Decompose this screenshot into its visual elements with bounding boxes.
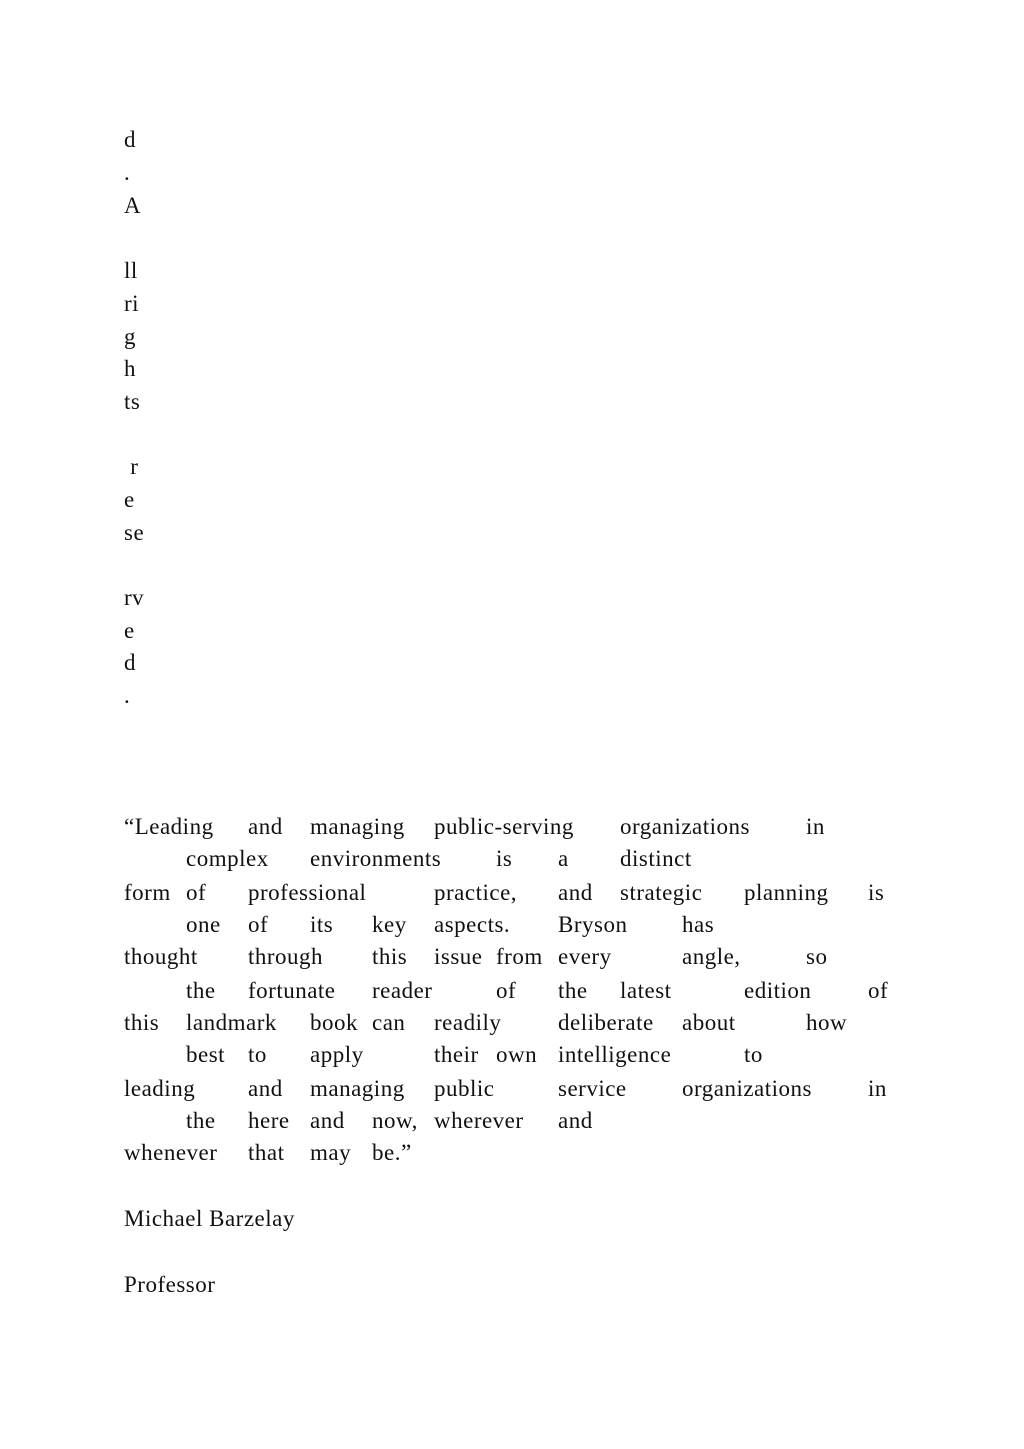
quote-word: organizations <box>620 814 750 839</box>
quote-word: and <box>310 1108 345 1133</box>
quote-row <box>124 1108 593 1135</box>
quote-word: a <box>558 846 569 871</box>
quote-word: thought <box>124 944 198 969</box>
quote-word: managing <box>310 1076 405 1101</box>
fragment-line: r <box>124 454 139 479</box>
quote-word: public-serving <box>434 814 574 839</box>
quote-word: latest <box>620 978 672 1003</box>
fragment-line: h <box>124 356 136 381</box>
quote-row <box>124 912 715 939</box>
quote-word: wherever <box>434 1108 524 1133</box>
quote-word: their <box>434 1042 479 1067</box>
quote-row <box>124 978 889 1005</box>
quote-row <box>124 880 885 907</box>
quote-word: in <box>806 814 825 839</box>
quote-word: key <box>372 912 407 937</box>
quote-word: issue <box>434 944 483 969</box>
fragment-line: d <box>124 650 136 675</box>
quote-row <box>124 944 828 971</box>
fragment-line: rv <box>124 585 145 610</box>
quote-word: public <box>434 1076 495 1101</box>
quote-word: here <box>248 1108 290 1133</box>
quote-word: reader <box>372 978 433 1003</box>
quote-word: of <box>248 912 269 937</box>
quote-word: the <box>186 978 216 1003</box>
quote-word: fortunate <box>248 978 336 1003</box>
quote-word: professional <box>248 880 367 905</box>
endorser-title: Professor <box>124 1272 216 1297</box>
fragment-line: ts <box>124 389 141 414</box>
quote-word: so <box>806 944 828 969</box>
quote-word: own <box>496 1042 538 1067</box>
quote-word: form <box>124 880 171 905</box>
quote-row <box>124 846 692 873</box>
fragment-line: ri <box>124 291 140 316</box>
quote-word: and <box>558 880 593 905</box>
fragment-line: e <box>124 487 135 512</box>
fragment-line: d <box>124 127 136 152</box>
quote-word: may <box>310 1140 352 1165</box>
quote-word: service <box>558 1076 627 1101</box>
quote-row <box>124 1010 848 1037</box>
quote-word: be.” <box>372 1140 412 1165</box>
quote-word: this <box>124 1010 160 1035</box>
quote-word: this <box>372 944 408 969</box>
fragment-line: ll <box>124 258 138 283</box>
endorser-name: Michael Barzelay <box>124 1206 295 1231</box>
quote-word: how <box>806 1010 848 1035</box>
quote-word: Bryson <box>558 912 628 937</box>
quote-word: edition <box>744 978 812 1003</box>
quote-word: now, <box>372 1108 418 1133</box>
quote-word: and <box>558 1108 593 1133</box>
fragment-line: . <box>124 160 131 185</box>
quote-word: has <box>682 912 715 937</box>
quote-word: from <box>496 944 543 969</box>
quote-word: and <box>248 814 283 839</box>
quote-row <box>124 1042 763 1069</box>
quote-word: organizations <box>682 1076 812 1101</box>
quote-word: intelligence <box>558 1042 672 1067</box>
fragment-line: e <box>124 618 135 643</box>
quote-word: whenever <box>124 1140 218 1165</box>
quote-word: planning <box>744 880 829 905</box>
quote-word: angle, <box>682 944 741 969</box>
quote-word: the <box>558 978 588 1003</box>
fragment-line: A <box>124 193 142 218</box>
quote-word: apply <box>310 1042 364 1067</box>
quote-word: leading <box>124 1076 196 1101</box>
quote-word: deliberate <box>558 1010 654 1035</box>
fragment-line: g <box>124 324 136 349</box>
quote-word: of <box>868 978 889 1003</box>
quote-word: distinct <box>620 846 692 871</box>
quote-word: is <box>868 880 885 905</box>
quote-word: one <box>186 912 221 937</box>
quote-word: of <box>186 880 207 905</box>
quote-word: to <box>248 1042 267 1067</box>
quote-word: and <box>248 1076 283 1101</box>
quote-row <box>124 1140 412 1167</box>
quote-word: is <box>496 846 513 871</box>
quote-word: environments <box>310 846 442 871</box>
quote-word: about <box>682 1010 736 1035</box>
quote-word: to <box>744 1042 763 1067</box>
quote-word: readily <box>434 1010 502 1035</box>
quote-word: of <box>496 978 517 1003</box>
quote-word: book <box>310 1010 358 1035</box>
quote-row <box>124 1076 887 1103</box>
quote-row <box>124 814 825 841</box>
quote-word: every <box>558 944 612 969</box>
quote-word: that <box>248 1140 285 1165</box>
fragment-line: . <box>124 683 131 708</box>
quote-word: its <box>310 912 334 937</box>
quote-word: the <box>186 1108 216 1133</box>
quote-word: complex <box>186 846 269 871</box>
quote-word: strategic <box>620 880 703 905</box>
quote-word: in <box>868 1076 887 1101</box>
fragment-line: se <box>124 520 145 545</box>
quote-word: landmark <box>186 1010 277 1035</box>
quote-word: can <box>372 1010 406 1035</box>
quote-word: through <box>248 944 324 969</box>
quote-word: “Leading <box>124 814 214 839</box>
quote-word: practice, <box>434 880 518 905</box>
quote-word: managing <box>310 814 405 839</box>
quote-word: best <box>186 1042 226 1067</box>
quote-word: aspects. <box>434 912 511 937</box>
